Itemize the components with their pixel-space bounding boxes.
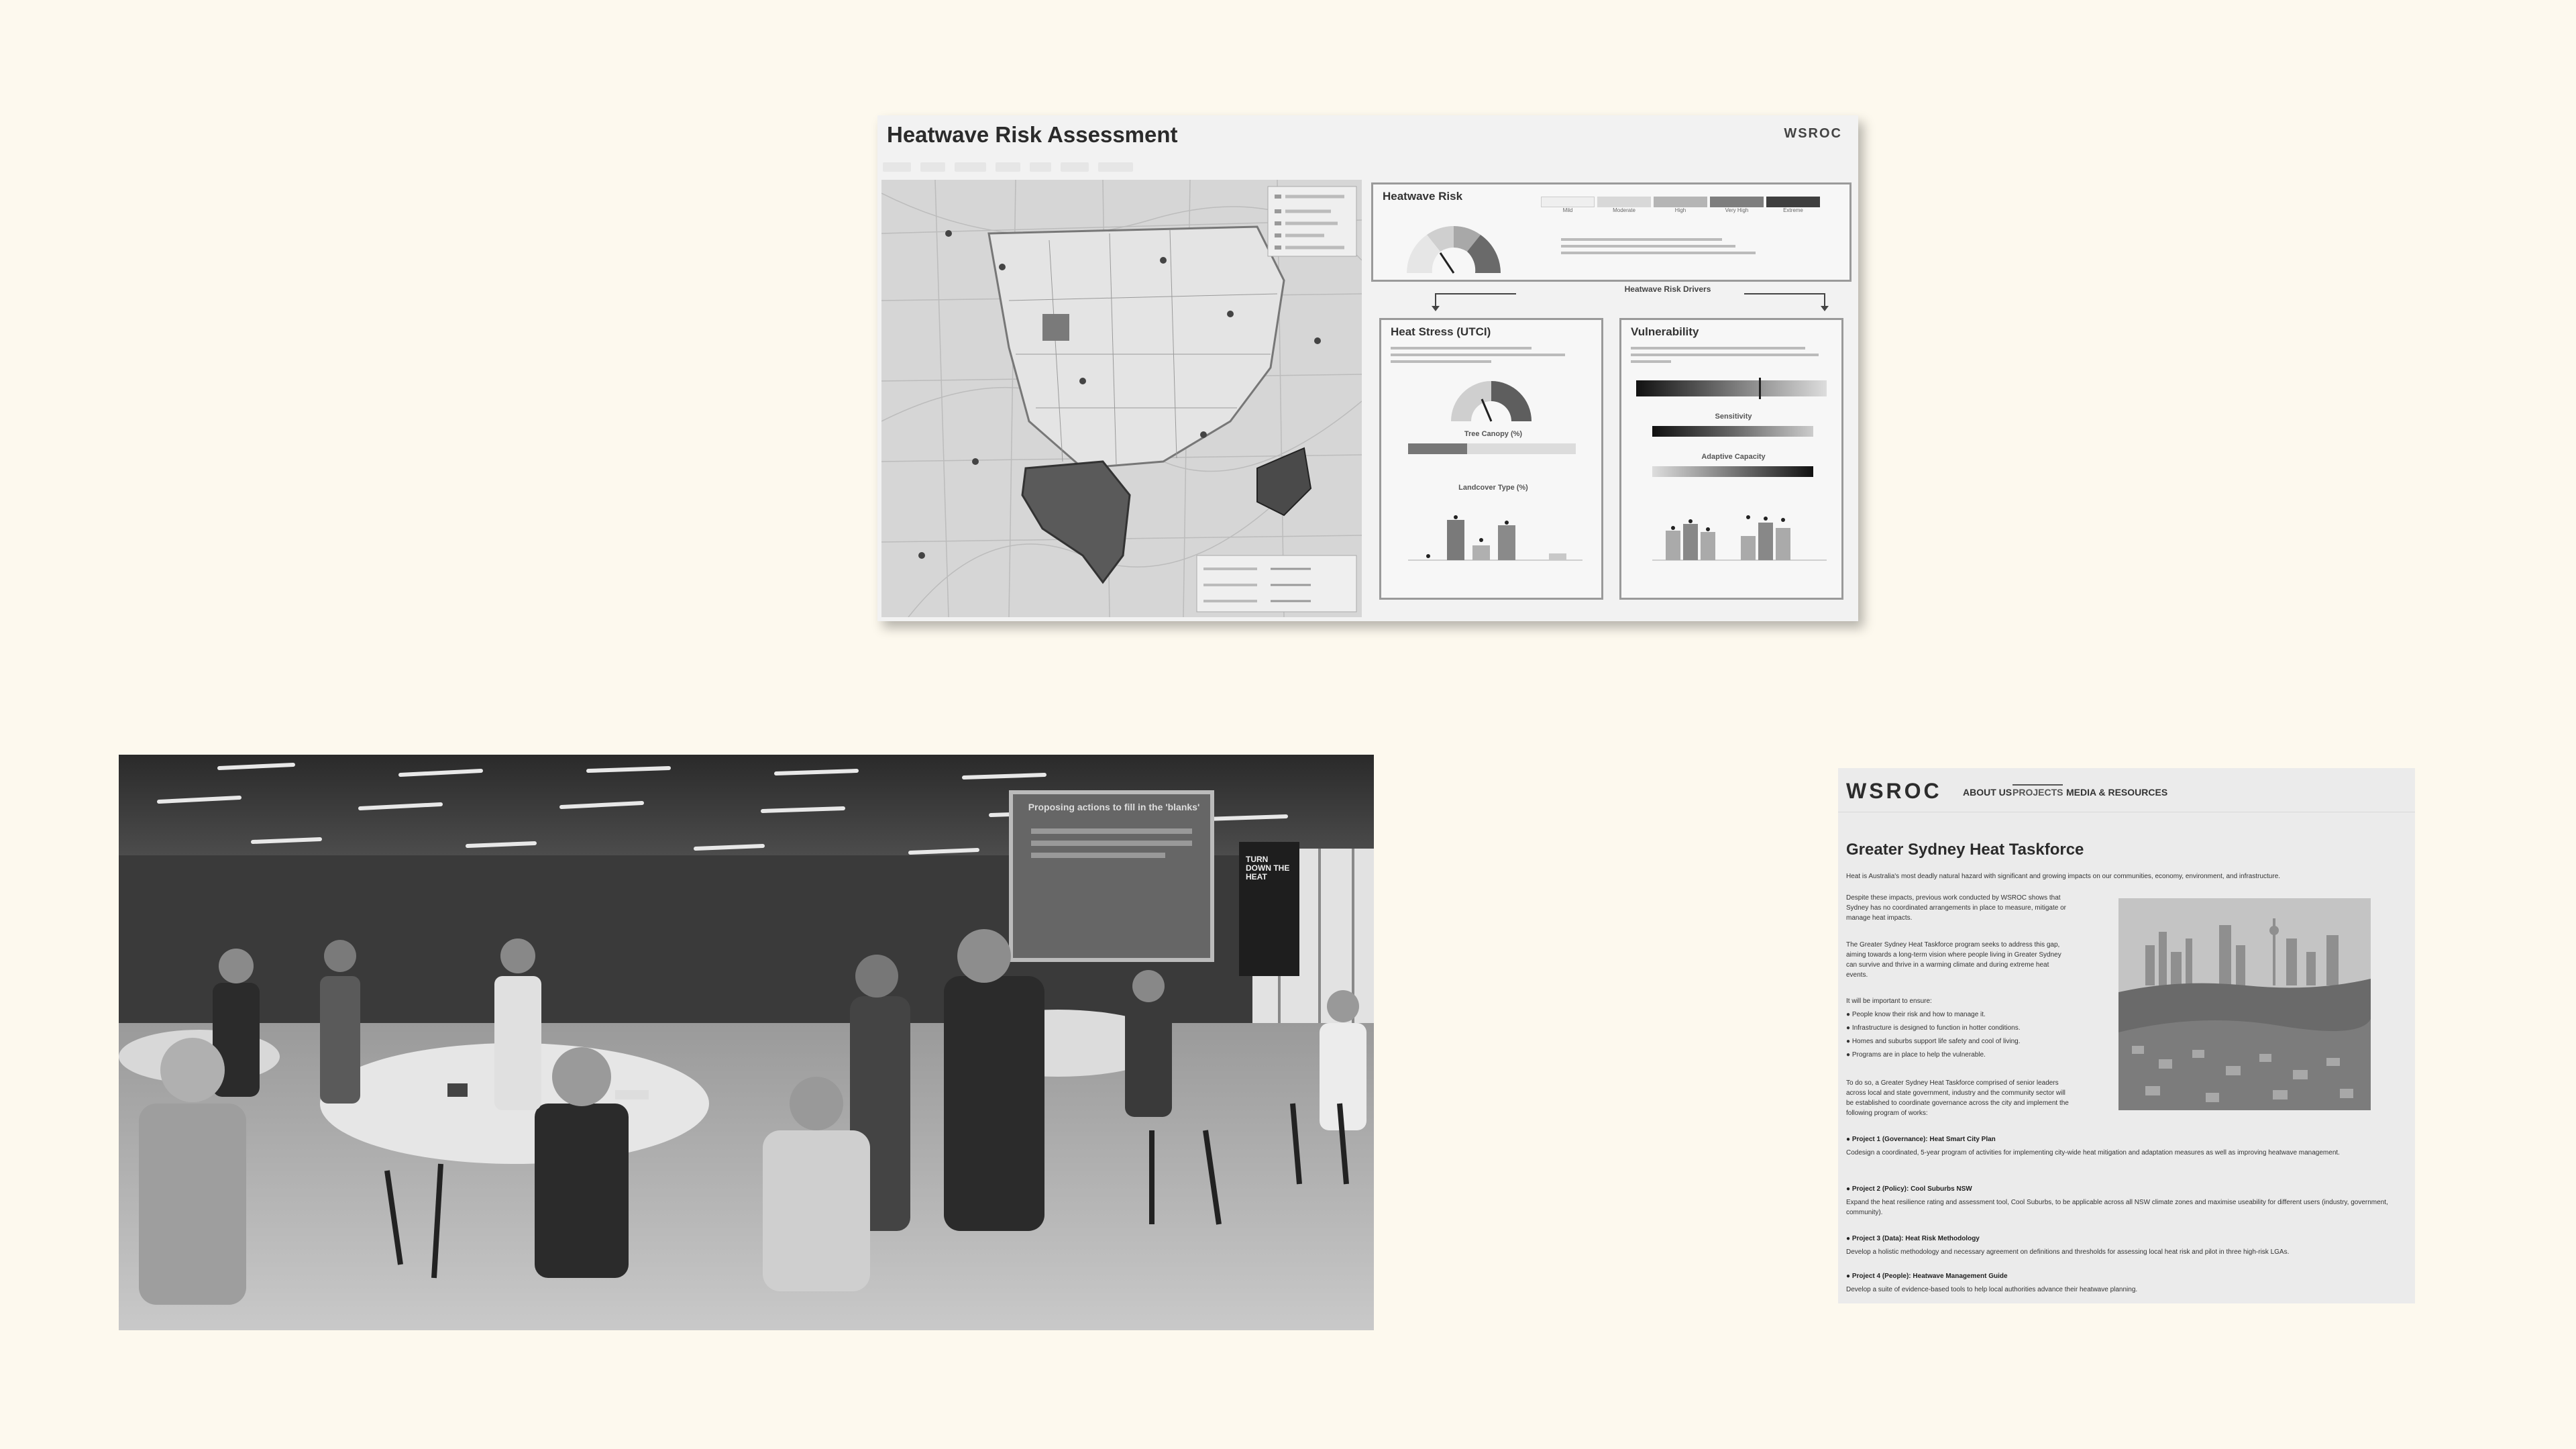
list-item: ● People know their risk and how to manage it. [1846,1011,1986,1018]
drivers-arrows [1422,287,1851,314]
paragraph-line: manage heat impacts. [1846,914,1913,922]
landcover-chart [1408,500,1582,567]
dashboard-logo: WSROC [1784,126,1842,141]
vulnerability-title: Vulnerability [1631,325,1699,338]
filter-chip [996,162,1020,172]
paragraph-line: aiming towards a long-term vision where people living in Greater Sydney [1846,951,2061,959]
project-title: ● Project 2 (Policy): Cool Suburbs NSW [1846,1185,1972,1193]
heatwave-risk-title: Heatwave Risk [1383,190,1463,203]
filter-chip [955,162,986,172]
project-desc: Expand the heat resilience rating and assessment tool, Cool Suburbs, to be applicable across all NSW climate zones and maximise useability for different users (industry, government, community). [1846,1199,2388,1216]
project-title: ● Project 3 (Data): Heat Risk Methodology [1846,1235,1980,1242]
adaptive-capacity-label: Adaptive Capacity [1701,453,1766,461]
vulnerability-marker [1759,378,1761,399]
pull-up-banner-text: TURN DOWN THE HEAT [1246,855,1290,881]
skyline-graphic [2118,898,2371,1110]
project-title: ● Project 1 (Governance): Heat Smart City Plan [1846,1136,1996,1143]
filter-chip [1030,162,1051,172]
risk-legend-item: Mild [1541,197,1595,213]
nav-media-resources[interactable]: MEDIA & RESOURCES [2066,787,2168,798]
risk-map[interactable] [881,180,1362,617]
project-desc: Develop a suite of evidence-based tools to help local authorities advance their heatwave planning. [1846,1286,2138,1293]
risk-legend [1541,197,1820,213]
drivers-label: Heatwave Risk Drivers [1624,284,1711,294]
vulnerability-desc [1631,347,1819,363]
filter-bar [883,160,1853,174]
paragraph-line: Sydney has no coordinated arrangements in place to measure, mitigate or [1846,904,2066,912]
paragraph-line: can survive and thrive in a warming climate and during extreme heat [1846,961,2049,969]
sensitivity-bar [1652,426,1813,437]
adaptive-capacity-bar [1652,466,1813,477]
risk-legend-item: Very High [1710,197,1764,213]
paragraph-line: It will be important to ensure: [1846,998,1932,1005]
paragraph-line: following program of works: [1846,1110,1928,1117]
list-item: ● Programs are in place to help the vulnerable. [1846,1051,1986,1059]
sydney-skyline-photo [2118,898,2371,1110]
nav-about-us[interactable]: ABOUT US [1963,787,2012,798]
heat-stress-desc [1391,347,1565,363]
vulnerability-card [1619,318,1843,600]
paragraph-line: To do so, a Greater Sydney Heat Taskforce comprised of senior leaders [1846,1079,2059,1087]
heat-stress-card [1379,318,1603,600]
list-item: ● Homes and suburbs support life safety and cool of living. [1846,1038,2021,1045]
paragraph-line: Despite these impacts, previous work conducted by WSROC shows that [1846,894,2061,902]
landcover-label: Landcover Type (%) [1458,484,1528,492]
nav-projects[interactable]: PROJECTS [2012,784,2063,798]
tree-canopy-label: Tree Canopy (%) [1464,430,1523,438]
project-title: ● Project 4 (People): Heatwave Management Guide [1846,1273,2008,1280]
project-desc: Codesign a coordinated, 5-year program of activities for implementing city-wide heat mitigation and adaptation measures as well as improving heatwave management. [1846,1149,2340,1157]
heat-stress-title: Heat Stress (UTCI) [1391,325,1491,338]
sensitivity-label: Sensitivity [1715,413,1752,421]
workshop-photo [119,755,1374,1330]
risk-legend-item: High [1654,197,1707,213]
project-desc: Develop a holistic methodology and necessary agreement on definitions and thresholds for assessing local heat risk and pilot in three high-risk LGAs. [1846,1248,2290,1256]
page-title: Greater Sydney Heat Taskforce [1846,841,2084,859]
workshop-scene [119,755,1374,1330]
web-page-screenshot [1838,768,2415,1303]
tree-canopy-bar [1408,443,1576,454]
filter-chip [1061,162,1089,172]
map-graphic [881,180,1362,617]
top-nav [1838,768,2415,812]
risk-legend-item: Extreme [1766,197,1820,213]
intro-paragraph: Heat is Australia's most deadly natural hazard with significant and growing impacts on our communities, economy, environment, and infrastructure. [1846,873,2281,880]
risk-notes [1561,238,1762,254]
brand-logo[interactable]: WSROC [1846,779,1942,803]
vulnerability-chart [1652,500,1827,567]
heatwave-risk-card [1371,182,1851,282]
risk-legend-item: Moderate [1597,197,1651,213]
list-item: ● Infrastructure is designed to function in hotter conditions. [1846,1024,2021,1032]
filter-chip [883,162,911,172]
paragraph-line: across local and state government, industry and the community sector will [1846,1089,2065,1097]
paragraph-line: be established to coordinate governance across the city and implement the [1846,1099,2069,1107]
paragraph-line: events. [1846,971,1868,979]
dashboard-title: Heatwave Risk Assessment [887,122,1178,147]
presentation-slide-title: Proposing actions to fill in the 'blanks' [1028,802,1200,812]
dashboard-screenshot [877,115,1858,621]
vulnerability-bar [1636,380,1827,396]
filter-chip [920,162,945,172]
filter-chip [1098,162,1133,172]
heat-stress-gauge [1444,378,1538,425]
risk-gauge [1393,206,1514,280]
paragraph-line: The Greater Sydney Heat Taskforce program seeks to address this gap, [1846,941,2060,949]
